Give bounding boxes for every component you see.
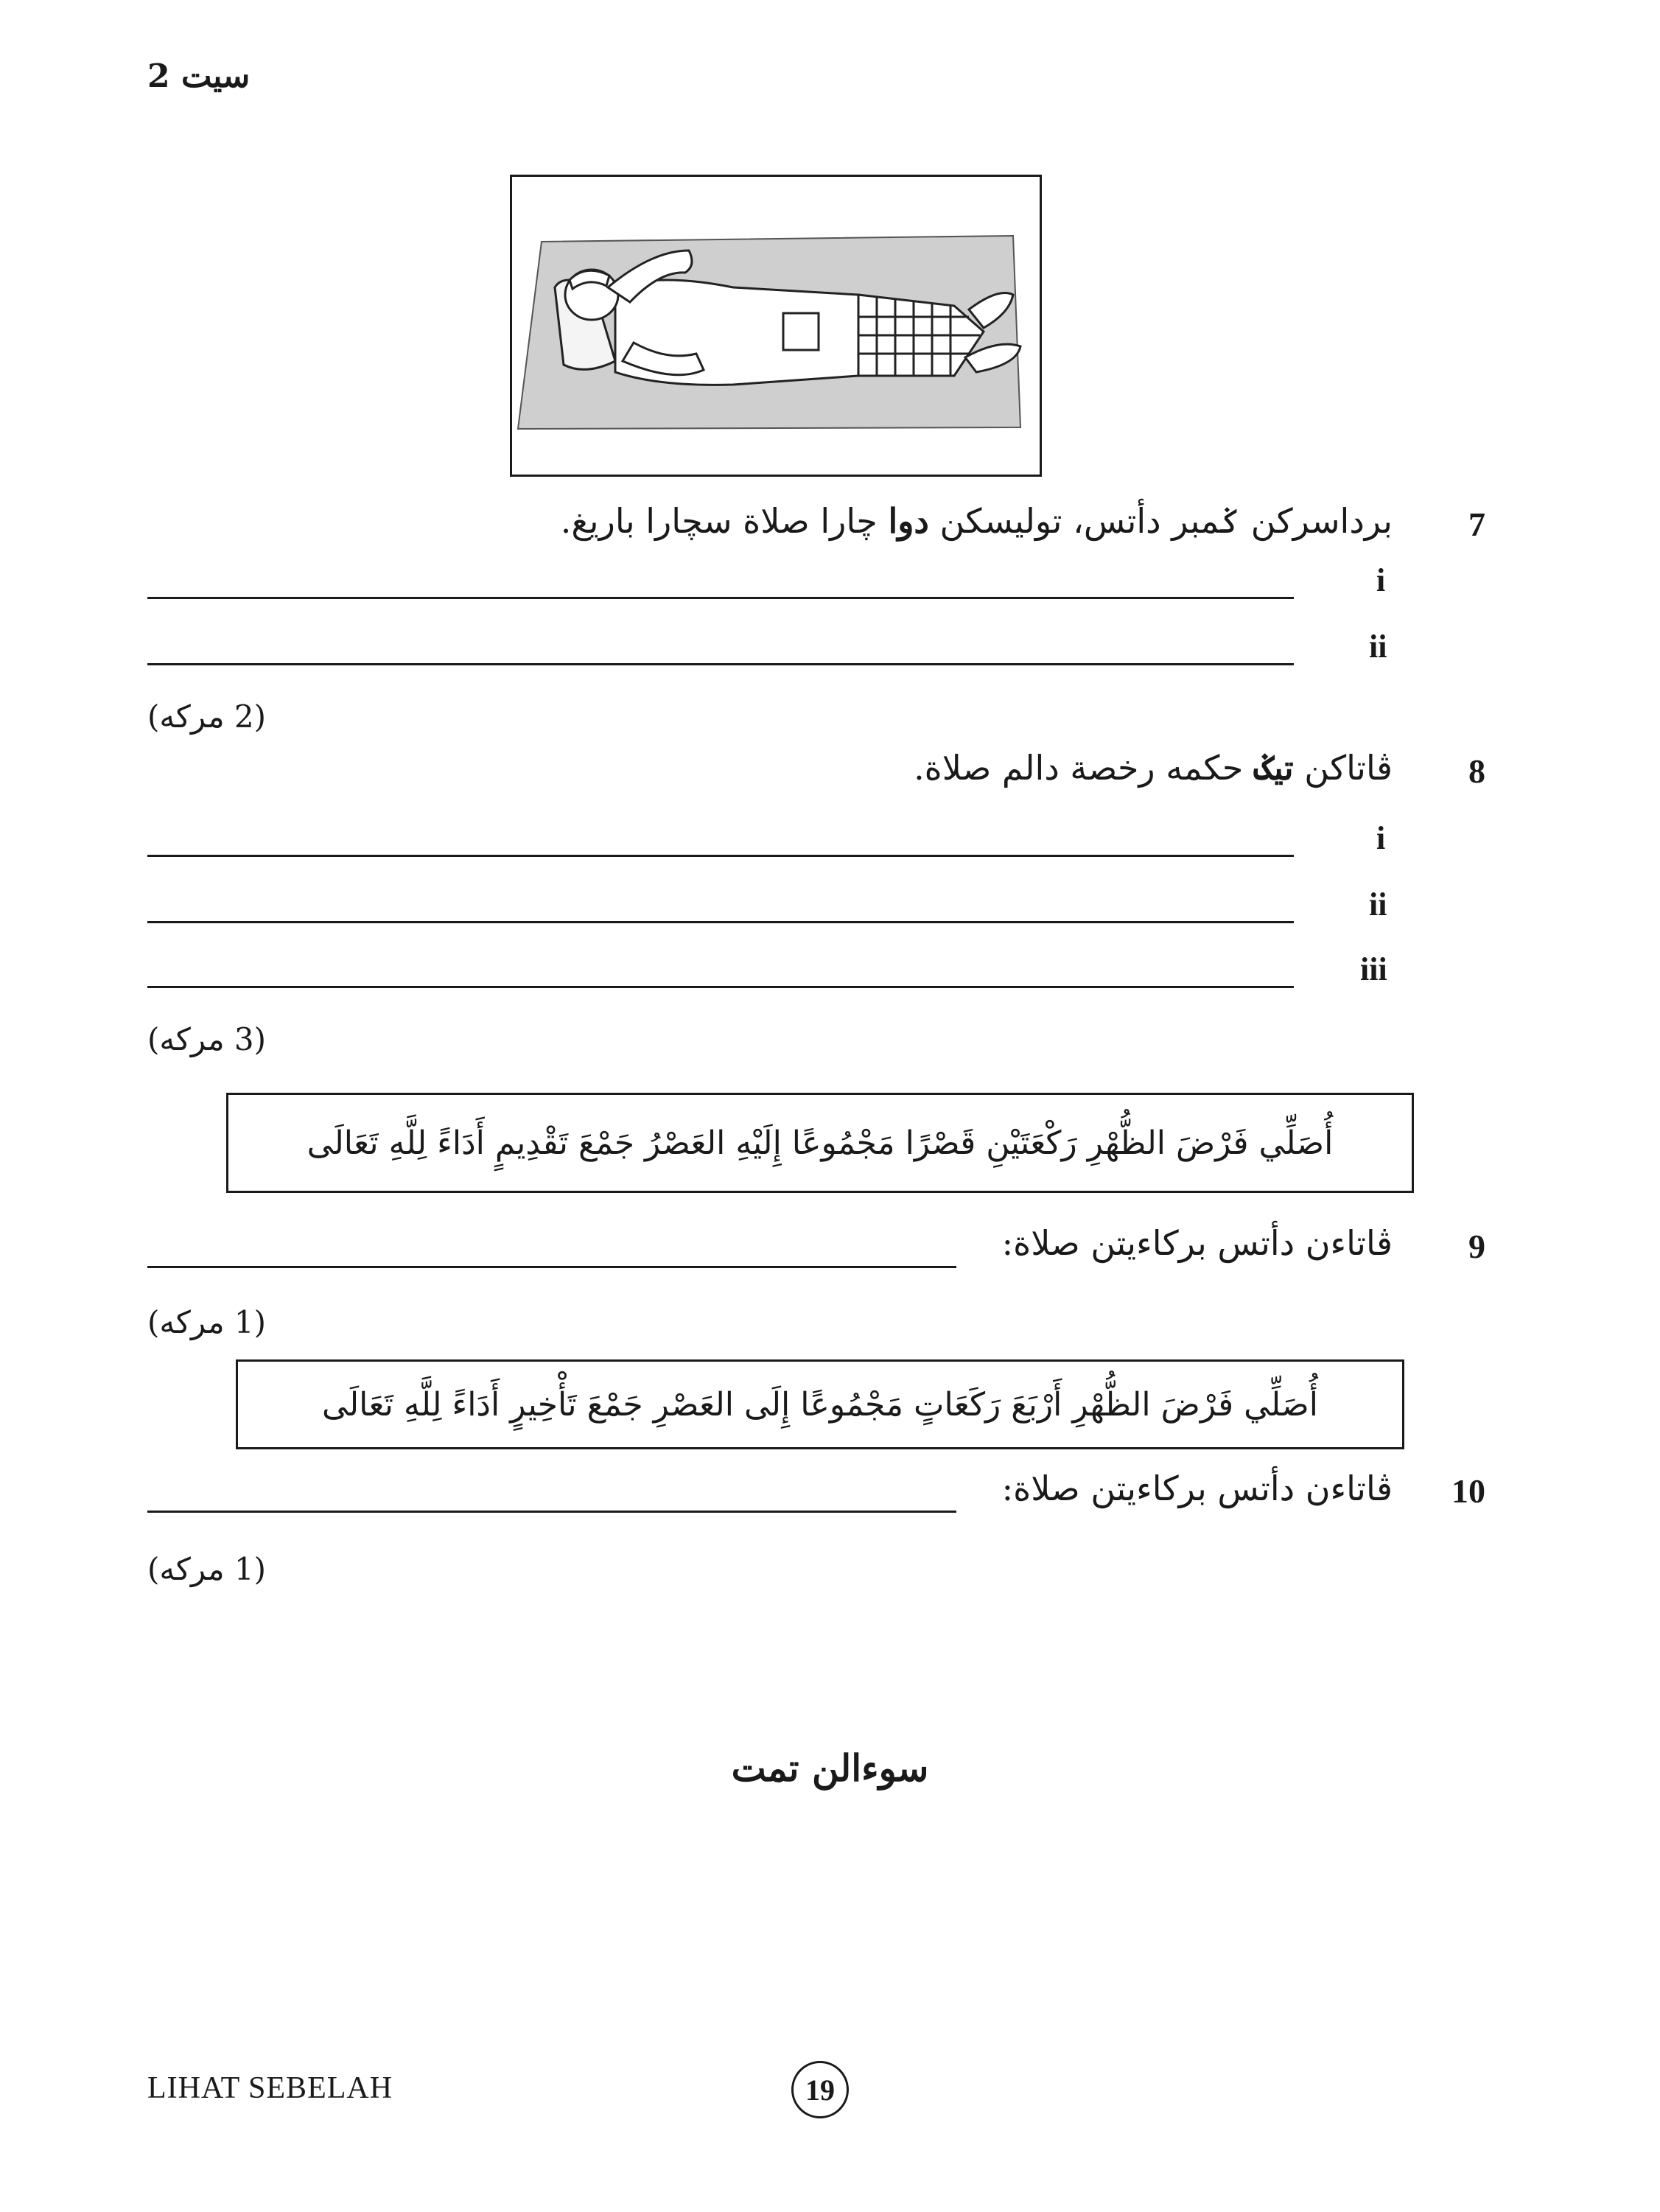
- question-9-number: 9: [1468, 1228, 1485, 1265]
- question-7-keyword: دوا: [888, 501, 929, 541]
- question-8-text-pre: ڤاتاکن: [1293, 748, 1393, 788]
- niat-text-1: أُصَلِّي فَرْضَ الظُّهْرِ رَكْعَتَيْنِ قَصْرًا مَجْمُوعًا إِلَيْهِ العَصْرُ جَمْعَ تَقْدِيمٍ أَدَاءً لِلَّهِ تَعَالَى: [307, 1124, 1334, 1162]
- question-9-text: ڤاتاءن دأتس برکاءيتن صلاة:: [1001, 1223, 1393, 1263]
- person-lying-sick-on-mat-icon: [512, 177, 1040, 475]
- question-8-text: [914, 748, 1393, 788]
- question-8-keyword: تيݢ: [1253, 748, 1294, 788]
- question-8-answer-line-ii[interactable]: [147, 921, 1294, 923]
- question-8-marks: (3 مرکه): [147, 1021, 267, 1057]
- question-10-number: 10: [1451, 1472, 1485, 1510]
- question-8-item-ii-label: ii: [1369, 886, 1387, 923]
- footer-next-page-label: LIHAT SEBELAH: [147, 2071, 393, 2105]
- set-label: سيت 2: [147, 57, 251, 95]
- question-7-item-i-label: i: [1376, 562, 1386, 598]
- niat-text-2: أُصَلِّي فَرْضَ الظُّهْرِ أَرْبَعَ رَكَعَاتٍ مَجْمُوعًا إِلَى العَصْرِ جَمْعَ تَأْخِيرٍ أَدَاءً لِلَّهِ تَعَالَى: [322, 1385, 1318, 1424]
- question-8-answer-line-iii[interactable]: [147, 986, 1294, 988]
- question-7-answer-line-i[interactable]: [147, 597, 1294, 599]
- illustration-frame: [510, 175, 1042, 477]
- question-7-text-post: چارا صلاة سچارا باريغ.: [560, 501, 889, 541]
- niat-box-1: [226, 1093, 1414, 1193]
- question-9-answer-line[interactable]: [147, 1266, 956, 1268]
- question-8-text-post: حکمه رخصة دالم صلاة.: [914, 748, 1254, 788]
- question-9-marks: (1 مرکه): [147, 1304, 267, 1340]
- niat-box-2: [236, 1359, 1404, 1449]
- question-10-answer-line[interactable]: [147, 1511, 956, 1513]
- question-8-answer-line-i[interactable]: [147, 855, 1294, 857]
- question-7-answer-line-ii[interactable]: [147, 663, 1294, 665]
- question-8-number: 8: [1468, 752, 1485, 790]
- question-7-marks: (2 مرکه): [147, 699, 267, 735]
- question-7-number: 7: [1468, 505, 1485, 543]
- question-10-text: ڤاتاءن دأتس برکاءيتن صلاة:: [1001, 1469, 1393, 1508]
- question-7-text: [561, 501, 1393, 541]
- question-7-text-pre: برداسرکن ݢمبر دأتس، توليسکن: [928, 501, 1393, 541]
- page-number: 19: [791, 2061, 849, 2118]
- question-8-item-iii-label: iii: [1360, 951, 1387, 987]
- question-8-item-i-label: i: [1376, 820, 1386, 856]
- question-7-item-ii-label: ii: [1369, 629, 1387, 665]
- end-of-questions-title: سوءالن تمت: [731, 1746, 929, 1790]
- question-10-marks: (1 مرکه): [147, 1551, 267, 1587]
